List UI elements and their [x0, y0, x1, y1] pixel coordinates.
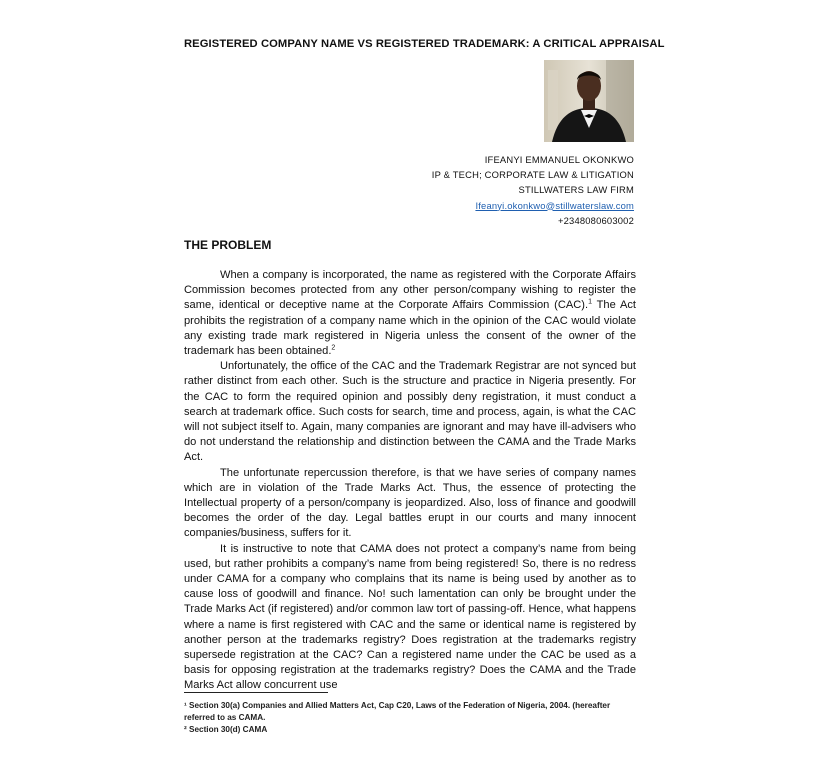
footnote-ref-1: 1	[588, 298, 592, 306]
author-photo	[544, 60, 634, 142]
footnote-divider	[184, 692, 328, 693]
paragraph-1: When a company is incorporated, the name as registered with the Corporate Affairs Commission becomes protected from any other person/company wishing to register the same, identical or deceptive name at the Corporate Affairs Commission (CAC).$^1$ The Act prohibits the registration of a company name which in the opinion of the CAC would violate any existing trade mark registered in Nigeria unless the consent of the owner of the trademark has been obtained.$^2$	[184, 269, 636, 358]
author-block	[432, 152, 634, 228]
paragraph-4: It is instructive to note that CAMA does not protect a company’s name from being used, but rather prohibits a company’s name from being registered! So, there is no redress under CAMA for a company who complains that its name is being used by another as to cause loss of goodwill and finance. No! such lamentation can only be brought under the Trade Marks Act (if registered) and/or common law tort of passing-off. Hence, what happens where a name is first registered with CAC and the same or identical name is registered by another person at the trademarks registry? Does registration at the trademarks registry supersede registration at the CAC? Can a registered name under the CAC be used as a basis for opposing registration at the trademarks registry? Does the CAMA and the Trade Marks Act allow concurrent use	[184, 542, 636, 692]
document-title: REGISTERED COMPANY NAME VS REGISTERED TRADEMARK: A CRITICAL APPRAISAL	[184, 38, 665, 50]
paragraph-3: The unfortunate repercussion therefore, is that we have series of company names which are in violation of the Trade Marks Act. Thus, the essence of protecting the Intellectual property of a person/company is jeopardized. Also, loss of finance and goodwill becomes the order of the day. Legal battles erupt in our courts and many innocent companies/business, suffers for it.	[184, 466, 636, 540]
footnote-2: ² Section 30(d) CAMA	[184, 725, 268, 734]
author-phone: +2348080603002	[557, 214, 634, 226]
author-role: IP & TECH; CORPORATE LAW & LITIGATION	[431, 169, 634, 181]
author-firm: STILLWATERS LAW FIRM	[518, 184, 634, 196]
paragraph-2: Unfortunately, the office of the CAC and the Trademark Registrar are not synced but rather distinct from each other. Such is the structure and practice in Nigeria presently. For the CAC to form the required opinion and possibly deny registration, it must conduct a search at trademark office. Such costs for search, time and process, again, is what the CAC will not subject itself to. Again, many companies are ignorant and may have ill-advisers who do not understand the relationship and distinction between the CAMA and the Trade Marks Act.	[184, 360, 636, 464]
footnotes	[184, 700, 636, 736]
footnote-1: ¹ Section 30(a) Companies and Allied Matters Act, Cap C20, Laws of the Federation of Nigeria, 2004. (hereafter referred to as CAMA.	[184, 701, 611, 722]
footnote-ref-2: 2	[331, 344, 336, 352]
section-heading: THE PROBLEM	[184, 238, 272, 252]
author-name: IFEANYI EMMANUEL OKONKWO	[484, 154, 634, 165]
body-text	[184, 268, 636, 694]
author-email-link[interactable]: Ifeanyi.okonkwo@stillwaterslaw.com	[475, 199, 634, 211]
